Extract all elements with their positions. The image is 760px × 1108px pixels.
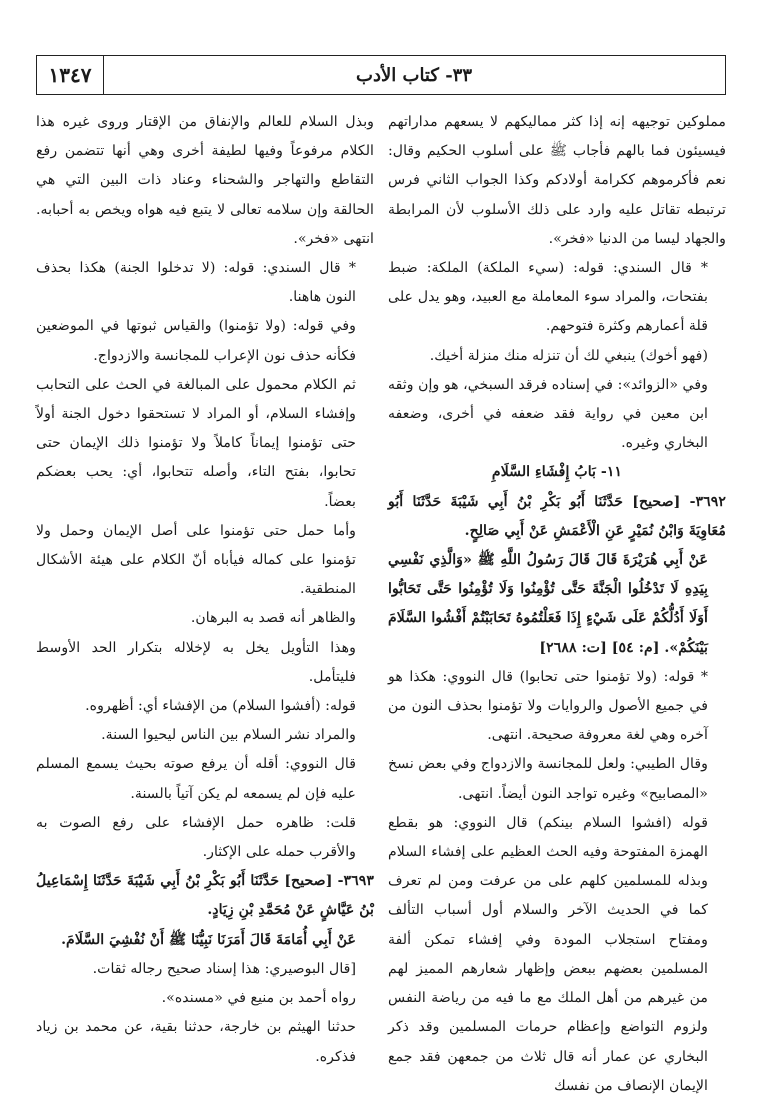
page-number: ١٣٤٧	[37, 56, 104, 94]
paragraph: (فهو أخوك) ينبغي لك أن تنزله منك منزلة أخيك.	[429, 347, 708, 364]
paragraph: * قال السندي: قوله: (لا تدخلوا الجنة) هكذا بحذف النون هاهنا.	[36, 260, 356, 306]
paragraph: وأما حمل حتى تؤمنوا على أصل الإيمان وحمل ولا تؤمنوا على كماله فيأباه أنّ الكلام على هيئة الأشكال المنطقية.	[36, 522, 356, 598]
paragraph: وبذل السلام للعالم والإنفاق من الإقتار وروى غيره هذا الكلام مرفوعاً وفيها لطيفة أخرى وهي أنها تتضمن رفع التقاطع والتهاجر والشحناء وعناد ذات البين التي هي الحالقة وإن سلامه تعالى لا يتبع فيه هواه ويخص به أحبابه. انتهى «فخر».	[36, 114, 374, 247]
hadith-text: عَنْ أَبِي أُمَامَةَ قَالَ أَمَرَنَا نَبِيُّنَا ﷺ أَنْ نُفْشِيَ السَّلَامَ.	[61, 931, 356, 948]
paragraph: قال النووي: أقله أن يرفع صوته بحيث يسمع المسلم عليه فإن لم يسمعه لم يكن آتياً بالسنة.	[36, 756, 356, 802]
right-column	[388, 108, 726, 1101]
paragraph: قوله: (أفشوا السلام) من الإفشاء أي: أظهروه.	[85, 698, 356, 715]
paragraph: قوله (افشوا السلام بينكم) قال النووي: هو بقطع الهمزة المفتوحة وفيه الحث العظيم على إفشاء السلام وبذله للمسلمين كلهم على من عرفت ومن لم تعرف كما في الحديث الآخر والسلام أول أسباب التألف ومفتاح استجلاب المودة وفي إفشاء تمكن ألفة المسلمين بعضهم ببعض وإظهار شعارهم المميز لهم من غيرهم من أهل الملك مع ما فيه من رياضة النفس ولزوم التواضع وإعظام حرمات المسلمين وقد ذكر البخاري عن عمار أنه قال ثلاث من جمعهن فقد جمع الإيمان الإنصاف من نفسك	[388, 814, 708, 1094]
paragraph: مملوكين توجيهه إنه إذا كثر مماليكهم لا يسعهم مداراتهم فيسيئون فما بالهم فأجاب ﷺ على أسلوب الحكيم وقال: نعم فأكرموهم ككرامة أولادكم وكذا الجواب الثاني فرس ترتبطه تقاتل عليه وارد على ذلك الأسلوب لأن المرابطة والجهاد ليسا من الدنيا «فخر».	[388, 114, 726, 247]
paragraph: وهذا التأويل يخل به لإخلاله بتكرار الحد الأوسط فليتأمل.	[36, 639, 356, 685]
hadith-text: عَنْ أَبِي هُرَيْرَةَ قَالَ قَالَ رَسُولُ اللَّهِ ﷺ «وَالَّذِي نَفْسِي بِيَدِهِ لَا تَدْخُلُوا الْجَنَّةَ حَتَّى تُؤْمِنُوا وَلَا تُؤْمِنُوا حَتَّى تَحَابُّوا أَوَلَا أَدُلُّكُمْ عَلَى شَيْءٍ إِذَا فَعَلْتُمُوهُ تَحَابَبْتُمْ أَفْشُوا السَّلَامَ بَيْنَكُمْ». [م: ٥٤] [ت: ٢٦٨٨]	[388, 552, 708, 656]
chapter-title: ٣٣- كتاب الأدب	[356, 64, 473, 86]
section-heading: ١١- بَابُ إِفْشَاءِ السَّلَامِ	[491, 464, 623, 481]
paragraph: وقال الطيبي: ولعل للمجانسة والازدواج وفي بعض نسخ «المصابيح» وغيره تواجد النون أيضاً. انتهى.	[388, 756, 708, 802]
paragraph: وفي «الزوائد»: في إسناده فرقد السبخي، هو وإن وثقه ابن معين في رواية فقد ضعفه في أخرى، وضعفه البخاري وغيره.	[388, 376, 708, 452]
paragraph: حدثنا الهيثم بن خارجة، حدثنا بقية، عن محمد بن زياد فذكره.	[36, 1019, 356, 1065]
paragraph: رواه أحمد بن منيع في «مسنده».	[161, 990, 356, 1007]
paragraph: ثم الكلام محمول على المبالغة في الحث على التحابب وإفشاء السلام، أو المراد لا تستحقوا دخول الجنة أولاً حتى تؤمنوا إيماناً كاملاً ولا تؤمنوا ذلك الإيمان حتى تحابوا، بفتح التاء، وأصله تتحابوا، أي: يحب بعضكم بعضاً.	[36, 376, 356, 510]
hadith-chain: ٣٦٩٣- [صحيح] حَدَّثَنَا أَبُو بَكْرِ بْنُ أَبِي شَيْبَةَ حَدَّثَنَا إِسْمَاعِيلُ بْنُ عَيَّاشٍ عَنْ مُحَمَّدِ بْنِ زِيَادٍ.	[36, 873, 374, 919]
paragraph: [قال البوصيري: هذا إسناد صحيح رجاله ثقات.	[92, 960, 356, 977]
paragraph: * قال السندي: قوله: (سيء الملكة) الملكة: ضبط بفتحات، والمراد سوء المعاملة مع العبيد، وهو يدل على قلة أعمارهم وكثرة فتوحهم.	[388, 260, 708, 335]
paragraph: والظاهر أنه قصد به البرهان.	[190, 610, 356, 627]
hadith-chain: ٣٦٩٢- [صحيح] حَدَّثَنَا أَبُو بَكْرِ بْنُ أَبِي شَيْبَةَ حَدَّثَنَا أَبُو مُعَاوِيَةَ وَابْنُ نُمَيْرٍ عَنِ الْأَعْمَشِ عَنْ أَبِي صَالِحٍ.	[388, 493, 726, 539]
paragraph: قلت: ظاهره حمل الإفشاء على رفع الصوت به والأقرب حمله على الإكثار.	[36, 814, 356, 861]
paragraph: * قوله: (ولا تؤمنوا حتى تحابوا) قال النووي: هكذا هو في جميع الأصول والروايات ولا تؤمنوا بحذف النون من آخره وهي لغة معروفة صحيحة. انتهى.	[388, 668, 708, 744]
left-column	[36, 108, 374, 1072]
paragraph: وفي قوله: (ولا تؤمنوا) والقياس ثبوتها في الموضعين فكأنه حذف نون الإعراب للمجانسة والازدواج.	[36, 318, 356, 364]
paragraph: والمراد نشر السلام بين الناس ليحيوا السنة.	[101, 727, 356, 744]
page-header	[36, 55, 726, 95]
